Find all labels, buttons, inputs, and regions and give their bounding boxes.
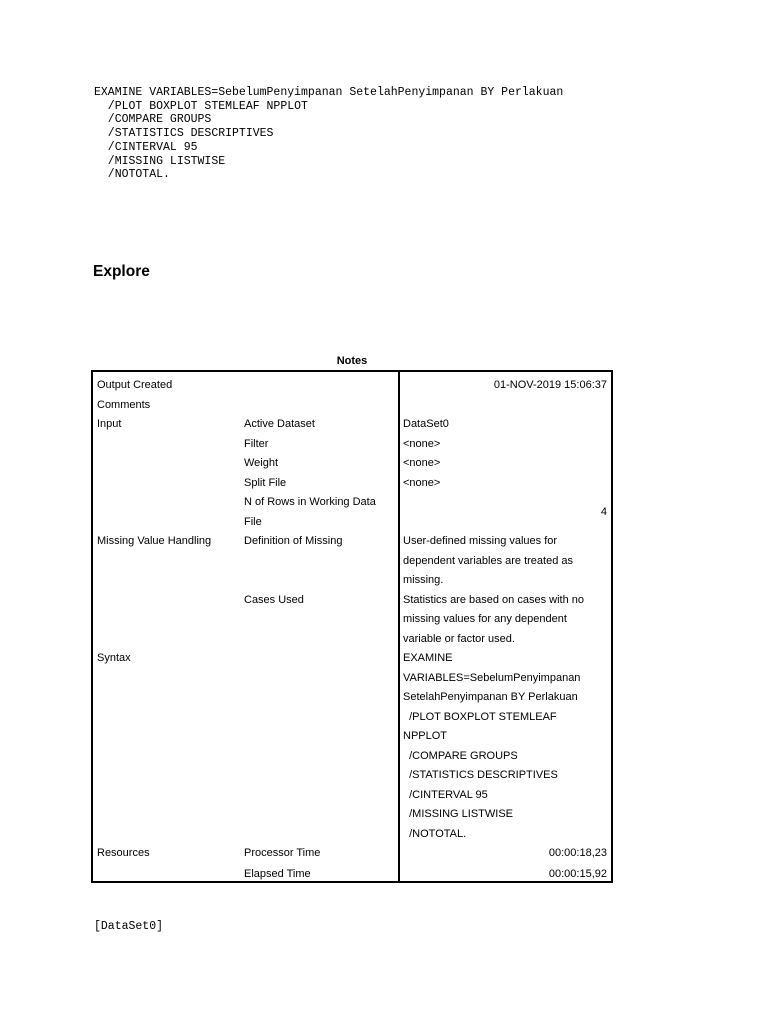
definition-of-missing-value: User-defined missing values for	[403, 535, 558, 547]
active-dataset-value: DataSet0	[403, 418, 449, 430]
weight-label: Weight	[244, 457, 279, 469]
dataset-tag: [DataSet0]	[94, 920, 164, 933]
syntax-value: /MISSING LISTWISE	[403, 808, 514, 820]
notes-table-title: Notes	[336, 355, 368, 367]
syntax-block	[94, 86, 563, 182]
syntax-line: /NOTOTAL.	[94, 168, 170, 182]
output-created-label: Output Created	[97, 379, 173, 391]
n-rows-label: File	[244, 515, 262, 528]
definition-of-missing-value: missing.	[403, 574, 444, 586]
syntax-line: /MISSING LISTWISE	[94, 154, 226, 168]
n-rows-label: N of Rows in Working Data	[244, 496, 376, 508]
syntax-value: /CINTERVAL 95	[403, 788, 488, 801]
n-rows-value: 4	[600, 505, 607, 518]
output-created-value: 01-NOV-2019 15:06:37	[493, 379, 607, 391]
syntax-line: /COMPARE GROUPS	[94, 113, 212, 127]
split-file-label: Split File	[244, 476, 287, 489]
definition-of-missing-label: Definition of Missing	[244, 535, 343, 547]
elapsed-time-label: Elapsed Time	[244, 868, 311, 880]
filter-value: <none>	[403, 437, 441, 450]
missing-value-handling-label: Missing Value Handling	[97, 535, 212, 547]
cases-used-value: Statistics are based on cases with no	[403, 593, 584, 606]
weight-value: <none>	[403, 457, 441, 469]
processor-time-value: 00:00:18,23	[548, 847, 607, 859]
definition-of-missing-value: dependent variables are treated as	[403, 554, 574, 567]
syntax-line: /CINTERVAL 95	[94, 140, 198, 154]
notes-table	[91, 370, 613, 883]
cases-used-value: missing values for any dependent	[403, 613, 567, 625]
syntax-value: NPPLOT	[403, 730, 448, 742]
elapsed-time-value: 00:00:15,92	[548, 868, 607, 880]
syntax-line: /STATISTICS DESCRIPTIVES	[94, 127, 274, 141]
resources-label: Resources	[97, 847, 150, 859]
filter-label: Filter	[244, 437, 269, 450]
syntax-value: SetelahPenyimpanan BY Perlakuan	[403, 691, 578, 703]
syntax-label: Syntax	[97, 652, 131, 664]
syntax-value: /PLOT BOXPLOT STEMLEAF	[403, 710, 557, 723]
cases-used-value: variable or factor used.	[403, 632, 515, 645]
active-dataset-label: Active Dataset	[244, 418, 315, 430]
syntax-value: EXAMINE	[403, 652, 453, 664]
syntax-value: /STATISTICS DESCRIPTIVES	[403, 769, 558, 781]
syntax-line: /PLOT BOXPLOT STEMLEAF NPPLOT	[94, 99, 308, 113]
notes-column-divider	[398, 372, 400, 881]
cases-used-label: Cases Used	[244, 593, 304, 606]
processor-time-label: Processor Time	[244, 847, 321, 859]
input-label: Input	[97, 418, 122, 430]
split-file-value: <none>	[403, 476, 441, 489]
syntax-line: EXAMINE VARIABLES=SebelumPenyimpanan SetelahPenyimpanan BY Perlakuan	[94, 86, 564, 99]
syntax-value: /COMPARE GROUPS	[403, 749, 518, 762]
section-heading: Explore	[93, 263, 150, 280]
comments-label: Comments	[97, 398, 151, 411]
syntax-value: VARIABLES=SebelumPenyimpanan	[403, 671, 581, 684]
syntax-value: /NOTOTAL.	[403, 827, 467, 840]
